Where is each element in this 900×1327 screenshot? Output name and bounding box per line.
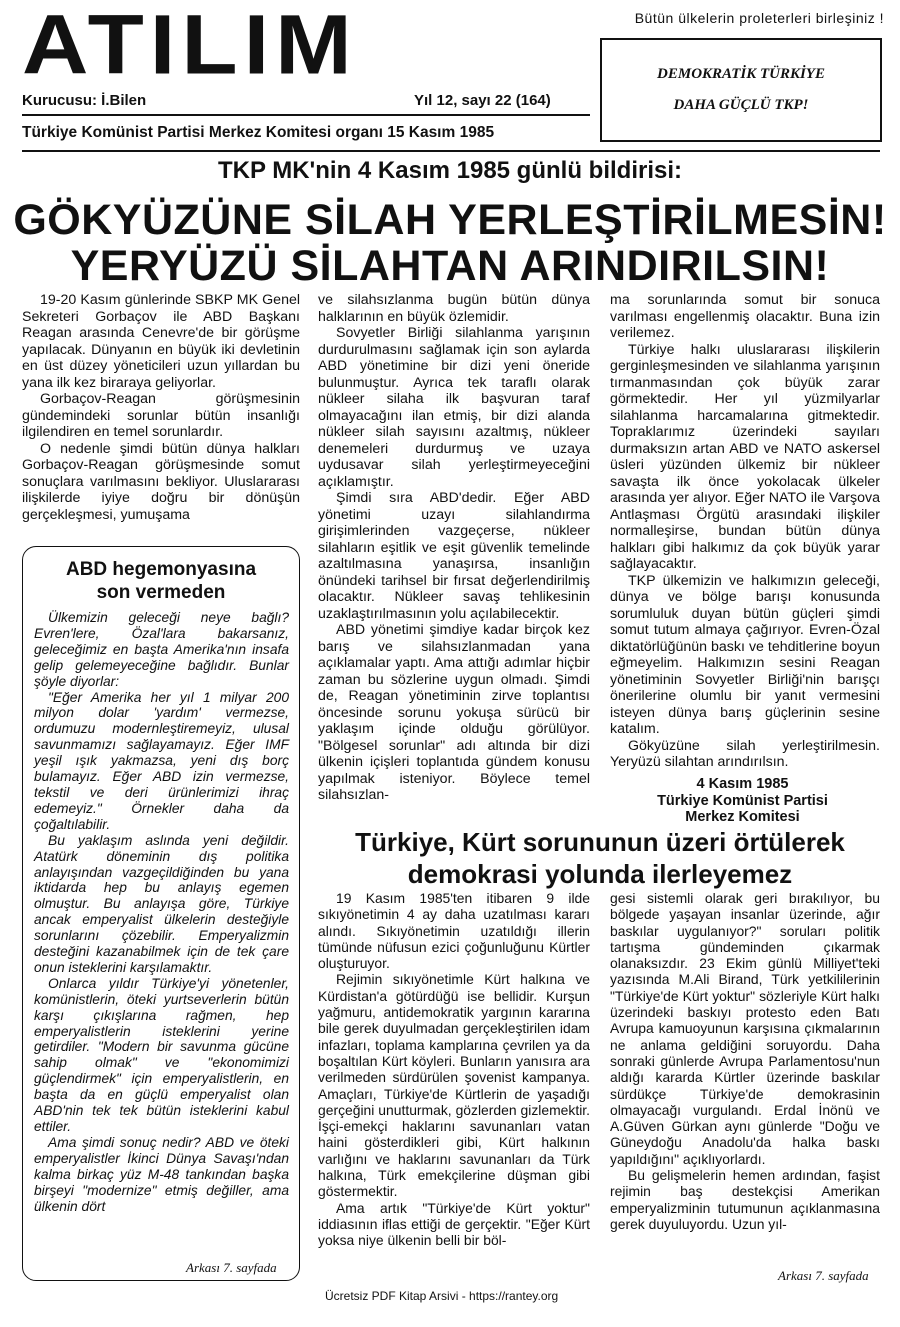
paragraph: ABD yönetimi şimdiye kadar birçok kez barış ve silahsızlanmadan yana açıklamalar yaptı. Ama attığı adımlar hiçbir zaman bu sözlerine uygun olmadı. Şimdi de, Reagan yönetiminin zirve toplantısı öncesinde sorunu yokuşa sürücü bir yaklaşım içinde olduğu görülüyor. "Bölgesel sorunlar" adı altında bir dizi ülkenin içişleri toplantıda gündem konusu yapılmak isteniyor. Böylece temel silahsızlan-	[318, 622, 590, 803]
slogan-box	[600, 38, 882, 142]
article2-headline	[320, 826, 880, 890]
article2-column1	[318, 890, 590, 1249]
paragraph: "Eğer Amerika her yıl 1 milyar 200 milyon dolar 'yardım' vermezse, ordumuzu modernleştiremeyiz, ulusal savunmamızı sağlayamayız. Eğer IMF yeşil ışık yakmazsa, yeni dış borç bulamayız. Eğer ABD izin vermezse, tekstil ve deri ürünlerimizi ihraç edemeyiz." Örnekler daha da çoğaltılabilir.	[34, 689, 289, 832]
article2-continued: Arkası 7. sayfada	[778, 1268, 869, 1283]
sidebar-continued: Arkası 7. sayfada	[186, 1260, 277, 1275]
sidebar-title-line2: son vermeden	[96, 582, 226, 603]
sidebar-title-line1: ABD hegemonyasına	[65, 559, 257, 580]
paragraph: Bu yaklaşım aslında yeni değildir. Atatürk döneminin dış politika anlayışından vazgeçildiğinden bu yana iktidarda hep bu anlayış egemen olmuştur. Bu anlayışa göre, Türkiye ancak emperyalist ülkelerin desteğiyle sorunlarını çözebilir. Emperyalizmin desteğini kazanabilmek için de tek çare onun isteklerini karşılamaktır.	[34, 832, 289, 975]
footer-credit: Ücretsiz PDF Kitap Arsivi - https://rantey.org	[325, 1289, 559, 1303]
paragraph: Ülkemizin geleceği neye bağlı? Evren'lere, Özal'lara bakarsanız, geleceğimiz en başta Amerika'nın insafa gelip gelemeyeceğine bağlıdır. Bunlar şöyle diyorlar:	[34, 610, 289, 689]
masthead-bottom-rule	[22, 150, 880, 152]
signature-committee: Merkez Komitesi	[685, 809, 800, 825]
slogan-box-line2: DAHA GÜÇLÜ TKP!	[673, 97, 809, 113]
signature-date: 4 Kasım 1985	[696, 776, 789, 792]
paragraph: gesi sistemli olarak geri bırakılıyor, bu bölgede yaşayan insanlar üzerinde, ağır baskılar uygulanıyor?" soruları politik tartışma gündeminden çıkarmak olanaksızdır. 23 Ekim günlü Milliyet'teki yazısında M.Ali Birand, Türk yetkililerinin "Türkiye'de Kürt yoktur" sözleriyle Kürt halkı üzerindeki baskıyı protesto eden Batı Avrupa kamuoyunun karşısına çıkmalarının ne anlama geldiğini soruyordu. Daha sonraki günlerde Avrupa Parlamentosu'nun aldığı kararda Kürtler üzerinde baskılar sürdükçe Türkiye'de demokrasinin olmayacağı vurgulandı. Erdal İnönü ve A.Güven Gürkan aynı günlerde "Doğu ve Güneydoğu Anadolu'da halka baskı yapıldığını" açıklıyorlardı.	[610, 890, 880, 1167]
masthead-rule	[22, 114, 590, 116]
article1-column3	[610, 292, 880, 771]
slogan: Bütün ülkelerin proleterleri birleşiniz !	[634, 10, 884, 26]
headline-line1: GÖKYÜZÜNE SİLAH YERLEŞTİRİLMESİN!	[13, 196, 887, 244]
headline-line2: YERYÜZÜ SİLAHTAN ARINDIRILSIN!	[70, 242, 830, 290]
article2-headline-line2: demokrasi yolunda ilerleyemez	[407, 859, 793, 889]
paragraph: Sovyetler Birliği silahlanma yarışının durdurulmasını sağlamak için son aylarda ABD yönetimine bir dizi yeni öneride bulunmuştur. Ayrıca tek taraflı olarak nükleer silaha ilk başvuran taraf olmayacağını ilan etmiş, bir dizi alanda nükleer silah sayısını azaltmış, nükleer denemeleri durdurmuş ve uzaya uydusavar silah yerleştirmeyeceğini açıklamıştır.	[318, 325, 590, 490]
sidebar-title	[22, 558, 300, 604]
article-kicker: TKP MK'nin 4 Kasım 1985 günlü bildirisi:	[217, 157, 682, 184]
paragraph: Gökyüzüne silah yerleştirilmesin. Yeryüzü silahtan arındırılsın.	[610, 737, 880, 770]
article1-column2	[318, 292, 590, 804]
paragraph: ma sorunlarında somut bir sonuca varılması engellenmiş olacaktır. Buna izin verilemez.	[610, 292, 880, 341]
article2-column2	[610, 890, 880, 1232]
founder-line: Kurucusu: İ.Bilen	[22, 92, 147, 109]
paragraph: Bu gelişmelerin hemen ardından, faşist rejimin baş destekçisi Amerikan emperyalizminin tutumunun açıklanmasına gerek duyuluyordu. Uzun yıl-	[610, 1167, 880, 1232]
signature-party: Türkiye Komünist Partisi	[657, 792, 828, 809]
paragraph: Ama şimdi sonuç nedir? ABD ve öteki emperyalistler İkinci Dünya Savaşı'ndan kalma birkaç yüz M-48 tankından başka birşeyi "modernize" etmiş değiller, ama ülkenin dört	[34, 1134, 289, 1214]
article1-column1	[22, 292, 300, 523]
sidebar-body	[34, 610, 289, 1214]
paragraph: Gorbaçov-Reagan görüşmesinin gündemindeki sorunlar bütün insanlığı ilgilendiren en temel sorunlardır.	[22, 391, 300, 440]
paragraph: Türkiye halkı uluslararası ilişkilerin gerginleşmesinden ve silahlanma yarışının tırmanmasından çok büyük zarar görmektedir. Her yıl yüzmilyarlar silahlanma harcamalarına gitmektedir. Topraklarımız üzerindeki sayıları durmaksızın artan ABD ve NATO askersel üsleri yüzünden ülkemiz bir nükleer savaşta ilk önce yokolacak ülkeler arasında yer alıyor. Eğer NATO ile Varşova Antlaşması Örgütü arasındaki ilişkiler normalleşirse, bundan bütün dünya halkları gibi halkımız da çok büyük yarar sağlayacaktır.	[610, 341, 880, 572]
paragraph: 19-20 Kasım günlerinde SBKP MK Genel Sekreteri Gorbaçov ile ABD Başkanı Reagan arasında Cenevre'de bir görüşme yapılacak. Dünyanın en büyük iki devletinin en üst düzey yöneticileri uzun yıllardan bu yana ilk kez biraraya geliyorlar.	[22, 292, 300, 391]
paragraph: Onlarca yıldır Türkiye'yi yönetenler, komünistlerin, öteki yurtseverlerin bütün karşı çıkışlarına rağmen, hep emperyalistlerin isteklerini yerine getirdiler. "Modern bir savunma gücüne sahip olmak" ve "ekonomimizi güçlendirmek" için emperyalistlerin, en başta da en güçlü emperyalist olan ABD'nin tek tek bütün isteklerini kabul ettiler.	[34, 975, 289, 1134]
issue-number: Yıl 12, sayı 22 (164)	[414, 92, 551, 109]
paragraph: ve silahsızlanma bugün bütün dünya halklarının en büyük özlemidir.	[318, 292, 590, 325]
signature-block	[605, 776, 880, 826]
paragraph: 19 Kasım 1985'ten itibaren 9 ilde sıkıyönetimin 4 ay daha uzatılması kararı alındı. Sıkıyönetimin uzatıldığı illerin tümünde nüfusun ezici çoğunluğunu Kürtler oluşturuyor.	[318, 890, 590, 972]
article2-headline-line1: Türkiye, Kürt sorununun üzeri örtülerek	[355, 827, 845, 857]
slogan-box-line1: DEMOKRATİK TÜRKİYE	[657, 66, 825, 82]
masthead-subtitle: Türkiye Komünist Partisi Merkez Komitesi organı 15 Kasım 1985	[22, 124, 495, 141]
paragraph: Rejimin sıkıyönetimle Kürt halkına ve Kürdistan'a götürdüğü ise bellidir. Kurşun yağmuru, antidemokratik yargının kararına bile gerek duyulmadan gerçekleştirilen idam infazları, toplama kamplarına çevrilen ya da boşaltılan Kürt köyleri. Bunların yanısıra ara verilmeden sürdürülen şovenist kampanya. Amaçları, Türkiye'de Kürtlerin de yaşadığı gerçeğini unutturmak, gözlerden gizlemektir. İşçi-emekçi haklarını savunanları vatan haini gösterdikleri gibi, Kürt halkının varlığını ve haklarını savunanları da Türk halkına, Türk emekçilerine düşman gibi göstermektir.	[318, 971, 590, 1200]
paragraph: O nedenle şimdi bütün dünya halkları Gorbaçov-Reagan görüşmesinde somut sonuçlara varılmasını bekliyor. Uluslararası ilişkilerde iyiye doğru bir dönüşün gerçekleşmesi, yumuşama	[22, 440, 300, 523]
paragraph: TKP ülkemizin ve halkımızın geleceği, dünya ve bölge barışı konusunda sorumluluk duyan bütün güçleri şimdi somut tutum almaya çağırıyor. Evren-Özal diktatörlüğünün baskı ve tehditlerine boyun eğmeyelim. Halkımızın sesini Reagan yönetiminin Sovyetler Birliği'nin barışçı önerilerine olumlu bir yanıt vermesini isteyen dünya barış güçlerinin sesine katalım.	[610, 572, 880, 737]
masthead-logo: ATILIM	[22, 0, 358, 92]
paragraph: Şimdi sıra ABD'dedir. Eğer ABD yönetimi uzayı silahlandırma girişimlerinden vazgeçerse, nükleer silahların eşitlik ve eşit güvenlik temelinde azaltılmasına yanaşırsa, insanlığın önündeki tarihsel bir fırsat değerlendirilmiş olacaktır. Nükleer savaş tehlikesinin uzaklaştırılmasının yolu açılabilecektir.	[318, 490, 590, 622]
paragraph: Ama artık "Türkiye'de Kürt yoktur" iddiasının iflas ettiği de gerçektir. "Eğer Kürt yoksa niye ülkenin belli bir böl-	[318, 1199, 590, 1249]
